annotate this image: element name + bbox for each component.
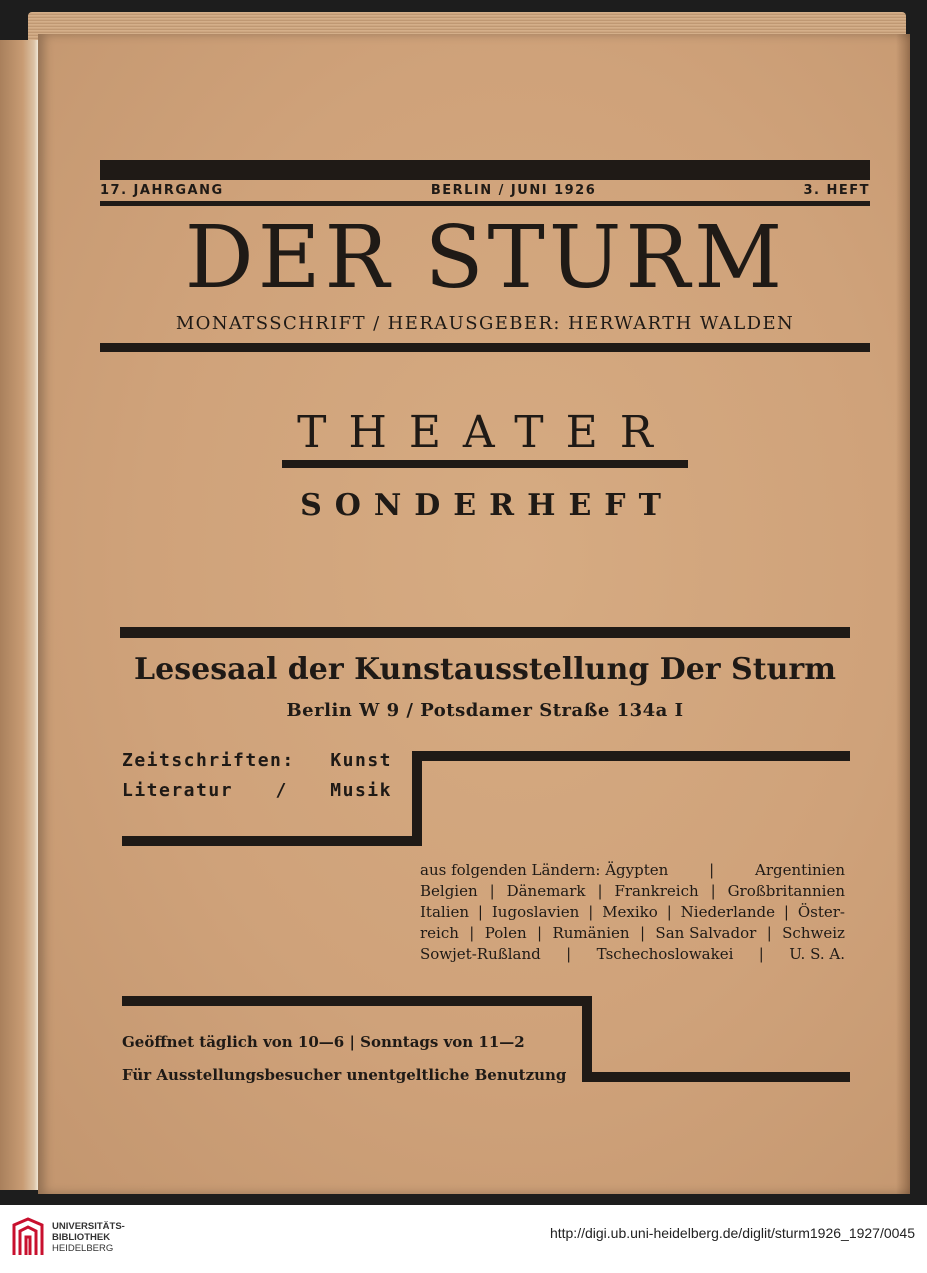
zeitschriften-block bbox=[122, 746, 392, 806]
country-separator: | bbox=[758, 945, 764, 963]
step-rule-upper bbox=[412, 751, 850, 761]
sonderheft-heading: SONDERHEFT bbox=[300, 488, 674, 523]
jahrgang-label: 17. JAHRGANG bbox=[100, 183, 224, 198]
lesesaal-title: Lesesaal der Kunstausstellung Der Sturm bbox=[134, 652, 836, 687]
country-text: Niederlande bbox=[680, 903, 775, 921]
countries-line bbox=[420, 902, 845, 923]
theater-heading: THEATER bbox=[297, 407, 675, 458]
country-text: Großbritannien bbox=[727, 882, 845, 900]
masthead-thin-rule bbox=[100, 201, 870, 206]
country-separator: | bbox=[710, 882, 716, 900]
slash-separator: / bbox=[275, 780, 288, 801]
country-separator: | bbox=[783, 903, 789, 921]
left-page-edge bbox=[0, 40, 38, 1190]
country-separator: | bbox=[537, 924, 543, 942]
step-rule-vertical bbox=[412, 751, 422, 845]
step-rule-2-upper bbox=[122, 996, 592, 1006]
opening-hours-block bbox=[122, 1026, 567, 1092]
opening-hours: Geöffnet täglich von 10—6 | Sonntags von 11—2 bbox=[122, 1033, 525, 1051]
country-text: Argentinien bbox=[755, 861, 845, 879]
visitor-note: Für Ausstellungsbesucher unentgeltliche Benutzung bbox=[122, 1066, 567, 1084]
country-separator: | bbox=[666, 903, 672, 921]
library-name-line-1: UNIVERSITÄTS- bbox=[52, 1221, 125, 1232]
heft-label: 3. HEFT bbox=[803, 183, 870, 198]
library-name-line-2: BIBLIOTHEK bbox=[52, 1232, 111, 1243]
step-rule-2-lower bbox=[582, 1072, 850, 1082]
country-text: Italien bbox=[420, 903, 470, 921]
country-separator: | bbox=[588, 903, 594, 921]
kunst-label: Kunst bbox=[330, 750, 392, 771]
library-name bbox=[52, 1221, 125, 1254]
country-separator: | bbox=[566, 945, 572, 963]
city-date-label: BERLIN / JUNI 1926 bbox=[430, 183, 597, 198]
country-text: Sowjet-Rußland bbox=[420, 945, 541, 963]
masthead-top-rule bbox=[100, 160, 870, 180]
library-footer bbox=[0, 1205, 927, 1273]
country-separator: | bbox=[469, 924, 475, 942]
country-text: Iugoslavien bbox=[491, 903, 580, 921]
countries-line bbox=[420, 923, 845, 944]
country-separator: | bbox=[766, 924, 772, 942]
country-text: Dänemark bbox=[506, 882, 586, 900]
country-separator: | bbox=[639, 924, 646, 942]
countries-line bbox=[420, 881, 845, 902]
countries-list bbox=[420, 860, 845, 965]
countries-line bbox=[420, 944, 845, 965]
theater-underline bbox=[282, 460, 688, 468]
lesesaal-address: Berlin W 9 / Potsdamer Straße 134a I bbox=[286, 700, 684, 721]
country-separator: | bbox=[709, 861, 715, 879]
magazine-title: DER STURM bbox=[184, 208, 787, 308]
page-shadow bbox=[896, 34, 910, 1194]
ad-top-rule bbox=[120, 627, 850, 638]
university-library-logo-icon bbox=[10, 1217, 46, 1259]
country-text: Rumänien bbox=[552, 924, 630, 942]
country-separator: | bbox=[597, 882, 603, 900]
musik-label: Musik bbox=[330, 780, 392, 801]
country-text: U. S. A. bbox=[789, 945, 845, 963]
permalink-url[interactable]: http://digi.ub.uni-heidelberg.de/diglit/sturm1926_1927/0045 bbox=[549, 1225, 915, 1241]
library-name-line-3: HEIDELBERG bbox=[52, 1243, 114, 1254]
zeitschriften-label: Zeitschriften: bbox=[122, 750, 295, 771]
country-text: Schweiz bbox=[782, 924, 845, 942]
country-text: Polen bbox=[484, 924, 527, 942]
country-text: San Salvador bbox=[655, 924, 757, 942]
magazine-subtitle: MONATSSCHRIFT / HERAUSGEBER: HERWARTH WALDEN bbox=[175, 313, 795, 334]
country-text: Tschechoslowakei bbox=[596, 945, 734, 963]
step-rule-2-vertical bbox=[582, 996, 592, 1082]
literatur-label: Literatur bbox=[122, 780, 234, 801]
masthead-info-line bbox=[100, 183, 870, 198]
step-rule-lower bbox=[122, 836, 422, 846]
country-separator: | bbox=[477, 903, 483, 921]
country-text: Öster- bbox=[797, 903, 845, 921]
country-text: Frankreich bbox=[614, 882, 699, 900]
country-text: aus folgenden Ländern: Ägypten bbox=[420, 861, 669, 879]
country-text: Belgien bbox=[420, 882, 478, 900]
masthead-bottom-rule bbox=[100, 343, 870, 352]
country-text: reich bbox=[420, 924, 459, 942]
countries-line bbox=[420, 860, 845, 881]
country-text: Mexiko bbox=[602, 903, 658, 921]
country-separator: | bbox=[489, 882, 495, 900]
